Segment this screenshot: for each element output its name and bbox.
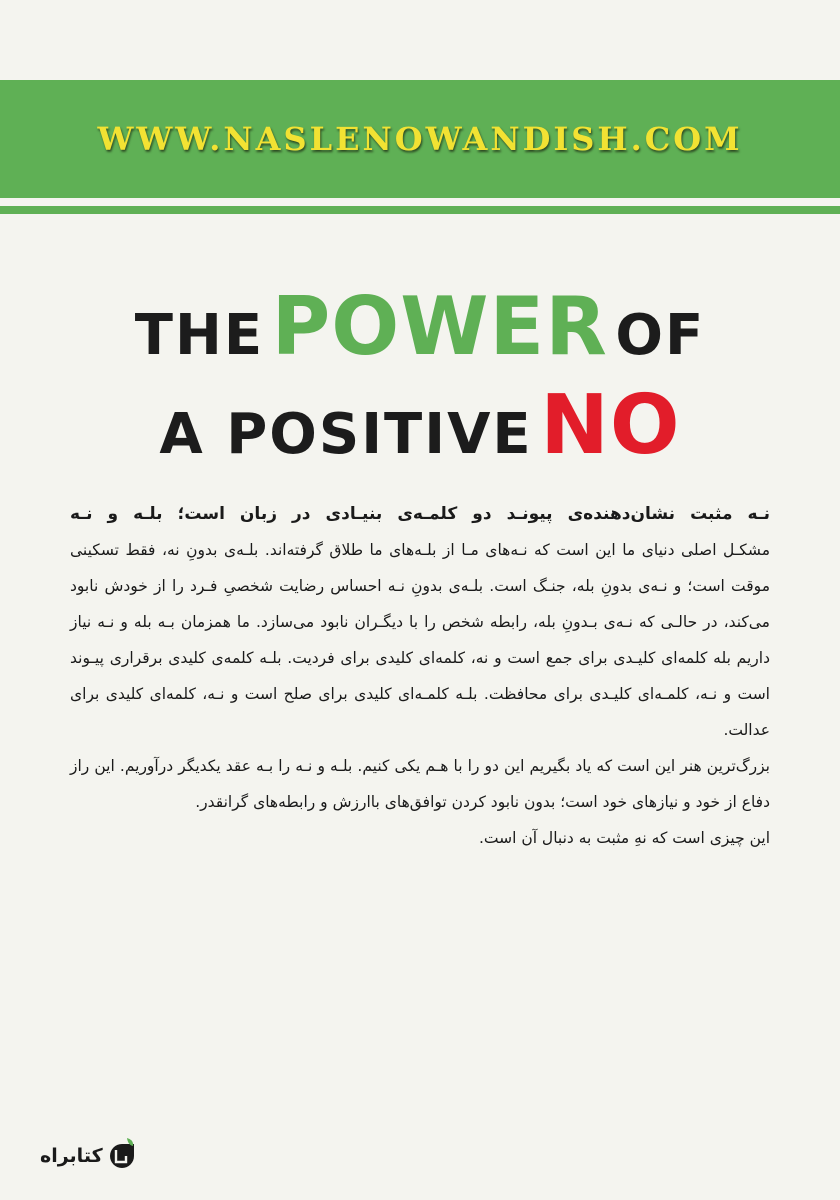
publisher-name: کتابراه [40, 1145, 103, 1167]
paragraph-2: بزرگ‌ترین هنر این است که یاد بگیریم این دو را با هـم یکی کنیم. بلـه و نـه را بـه عقد یکدیگر درآوریم. این راز دفاع از خود و نیازهای خود است؛ بدون نابود کردن توافق‌های باارزش و رابطه‌های گرانقدر. [70, 757, 770, 811]
paragraph-1: مشکـل اصلی دنیای ما این است که نـه‌های مـا از بلـه‌های ما طلاق گرفته‌اند. بلـه‌ی بدونِ نه، فقط تسکینی موقت است؛ و نـه‌ی بدونِ بله، جنـگ است. بلـه‌ی بدونِ نـه احساس رضایت شخصیِ فـرد را از خودش نابود می‌کند، در حالـی که نـه‌ی بـدونِ بله، رابطه شخص را با دیگـران نابود می‌سازد. ما همزمان بـه بله و نـه نیاز داریم بله کلمه‌ای کلیـدی برای جمع است و نه، کلمه‌ای کلیدی برای فردیت. بلـه کلمه‌ی کلیدی برقراری پیـوند است و نـه، کلمـه‌ای کلیـدی برای محافظت. بلـه کلمـه‌ای کلیدی برای صلح است و نـه، کلمه‌ای کلیدی برای عدالت. [70, 541, 770, 739]
ketabrah-logo-icon [107, 1136, 137, 1176]
title-word-no: NO [540, 378, 681, 473]
site-url: WWW.NASLENOWANDISH.COM [97, 120, 743, 158]
lead-sentence: نـه مثبت نشان‌دهنده‌ی پیونـد دو کلمـه‌ی بنیـادی در زبان است؛ بلـه و نـه [70, 504, 770, 524]
title-word-a-positive: A POSITIVE [159, 402, 533, 467]
publisher-logo [40, 1136, 137, 1176]
title-word-of: OF [615, 303, 706, 368]
banner-divider [0, 206, 840, 214]
title-line-1 [0, 280, 840, 373]
paragraph-3: این چیزی است که نهِ مثبت به دنبال آن است. [478, 829, 770, 847]
title-line-2 [0, 378, 840, 473]
site-banner [0, 80, 840, 198]
title-word-the: THE [134, 303, 265, 368]
description-text [70, 496, 770, 856]
title-word-power: POWER [271, 280, 608, 373]
